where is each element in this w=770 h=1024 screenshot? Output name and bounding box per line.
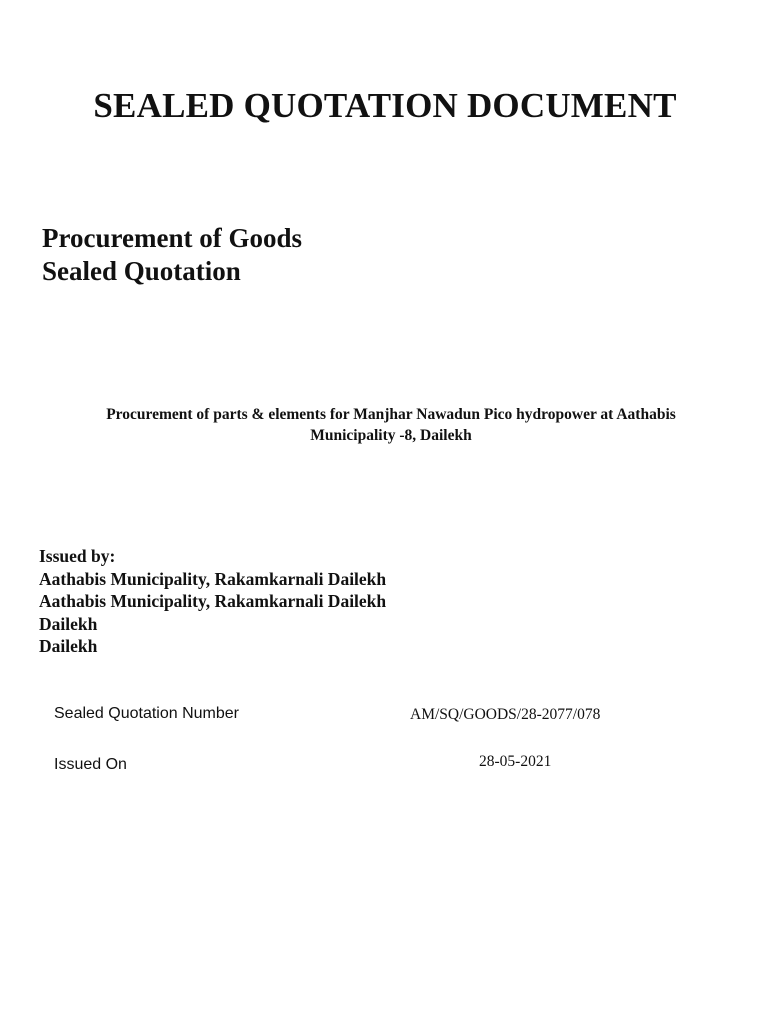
issued-by-label: Issued by:	[39, 546, 116, 566]
procurement-subject	[30, 404, 752, 446]
procurement-method: Sealed Quotation	[42, 256, 241, 286]
issuer-line-3: Dailekh	[39, 613, 98, 634]
quotation-number-value: AM/SQ/GOODS/28-2077/078	[410, 706, 601, 723]
subject-line-1: Procurement of parts & elements for Manjhar Nawadun Pico hydropower at Aathabis	[106, 406, 676, 423]
issuer-line-2: Aathabis Municipality, Rakamkarnali Dailekh	[39, 591, 387, 611]
document-title: SEALED QUOTATION DOCUMENT	[93, 86, 677, 125]
issuer-line-4: Dailekh	[39, 636, 98, 656]
issued-on-label: Issued On	[54, 756, 127, 773]
subject-line-2: Municipality -8, Dailekh	[310, 427, 472, 444]
quotation-number-label: Sealed Quotation Number	[54, 705, 239, 722]
procurement-category: Procurement of Goods	[42, 223, 302, 253]
issued-by-block	[39, 545, 386, 658]
procurement-type	[42, 222, 302, 288]
issued-on-value: 28-05-2021	[479, 753, 552, 770]
issuer-line-1: Aathabis Municipality, Rakamkarnali Dailekh	[39, 568, 387, 589]
